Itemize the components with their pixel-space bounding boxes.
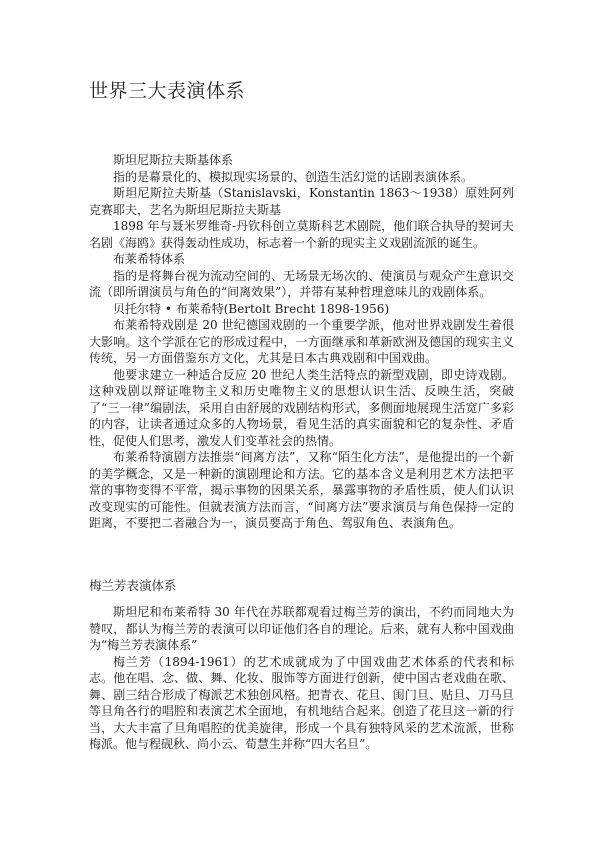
paragraph: 梅兰芳（1894-1961）的艺术成就成为了中国戏曲艺术体系的代表和标志。他在唱、念、做、舞、化妆、服饰等方面进行创新，使中国古老戏曲在歌、舞、剧三结合形成了梅派艺术独创风格。把青衣、花旦、闺门旦、贴旦、刀马旦等旦角各行的唱腔和表演艺术全面地，有机地结合起来。创造了花旦这一新的行当，大大丰富了旦角唱腔的优美旋律，形成一个具有独特风采的艺术流派，世称梅派。他与程砚秋、尚小云、荀慧生并称“四大名旦”。 (89, 654, 514, 751)
page-title: 世界三大表演体系 (89, 80, 246, 102)
paragraph: 布莱希特戏剧是 20 世纪德国戏剧的一个重要学派，他对世界戏剧发生着很大影响。这个学派在它的形成过程中，一方面继承和革新欧洲及德国的现实主义传统，另一方面借鉴东方文化，尤其是日本古典戏剧和中国戏曲。 (89, 318, 514, 365)
paragraph: 1898 年与聂米罗维奇-丹钦科创立莫斯科艺术剧院，他们联合执导的契诃夫名剧《海鸥》获得轰动性成功，标志着一个新的现实主义戏剧流派的诞生。 (89, 219, 514, 250)
section-heading: 斯坦尼斯拉夫斯基体系 (113, 153, 234, 167)
section-heading-meilanfang: 梅兰芳表演体系 (89, 578, 177, 593)
paragraph: 他要求建立一种适合反应 20 世纪人类生活特点的新型戏剧，即史诗戏剧。这种戏剧以辩证唯物主义和历史唯物主义的思想认识生活、反映生活，突破了“三一律”编剧法，采用自由舒展的戏剧结构形式，多侧面地展现生活宽广多彩的内容，让读者通过众多的人物场景，看见生活的真实面貌和它的复杂性、矛盾性，促使人们思考，激发人们变革社会的热情。 (89, 367, 514, 448)
paragraph: 斯坦尼和布莱希特 30 年代在苏联都观看过梅兰芳的演出，不约而同地大为赞叹，都认为梅兰芳的表演可以印证他们各自的理论。后来，就有人称中国戏曲为“梅兰芳表演体系” (89, 605, 514, 652)
paragraph: 指的是将舞台视为流动空间的、无场景无场次的、使演员与观众产生意识交流（即所谓演员与角色的“间离效果”），并带有某种哲理意味儿的戏剧体系。 (89, 268, 514, 299)
section-meilanfang (89, 604, 514, 753)
section-heading: 布莱希特体系 (113, 252, 186, 266)
section-stanislavski (89, 152, 514, 532)
paragraph: 贝托尔特 • 布莱希特(Bertolt Brecht 1898-1956) (113, 301, 390, 316)
paragraph: 布莱希特演剧方法推崇“间离方法”，又称“陌生化方法”，是他提出的一个新的美学概念，又是一种新的演剧理论和方法。它的基本含义是利用艺术方法把平常的事物变得不平常，揭示事物的因果关系，暴露事物的矛盾性质，使人们认识改变现实的可能性。但就表演方法而言，“间离方法”要求演员与角色保持一定的距离，不要把二者融合为一，演员要高于角色、驾驭角色、表演角色。 (89, 450, 514, 530)
paragraph: 斯坦尼斯拉夫斯基（Stanislavski，Konstantin 1863～1938）原姓阿列克赛耶夫，艺名为斯坦尼斯拉夫斯基 (89, 186, 514, 217)
paragraph: 指的是幕景化的、模拟现实场景的、创造生活幻觉的话剧表演体系。 (113, 169, 474, 184)
